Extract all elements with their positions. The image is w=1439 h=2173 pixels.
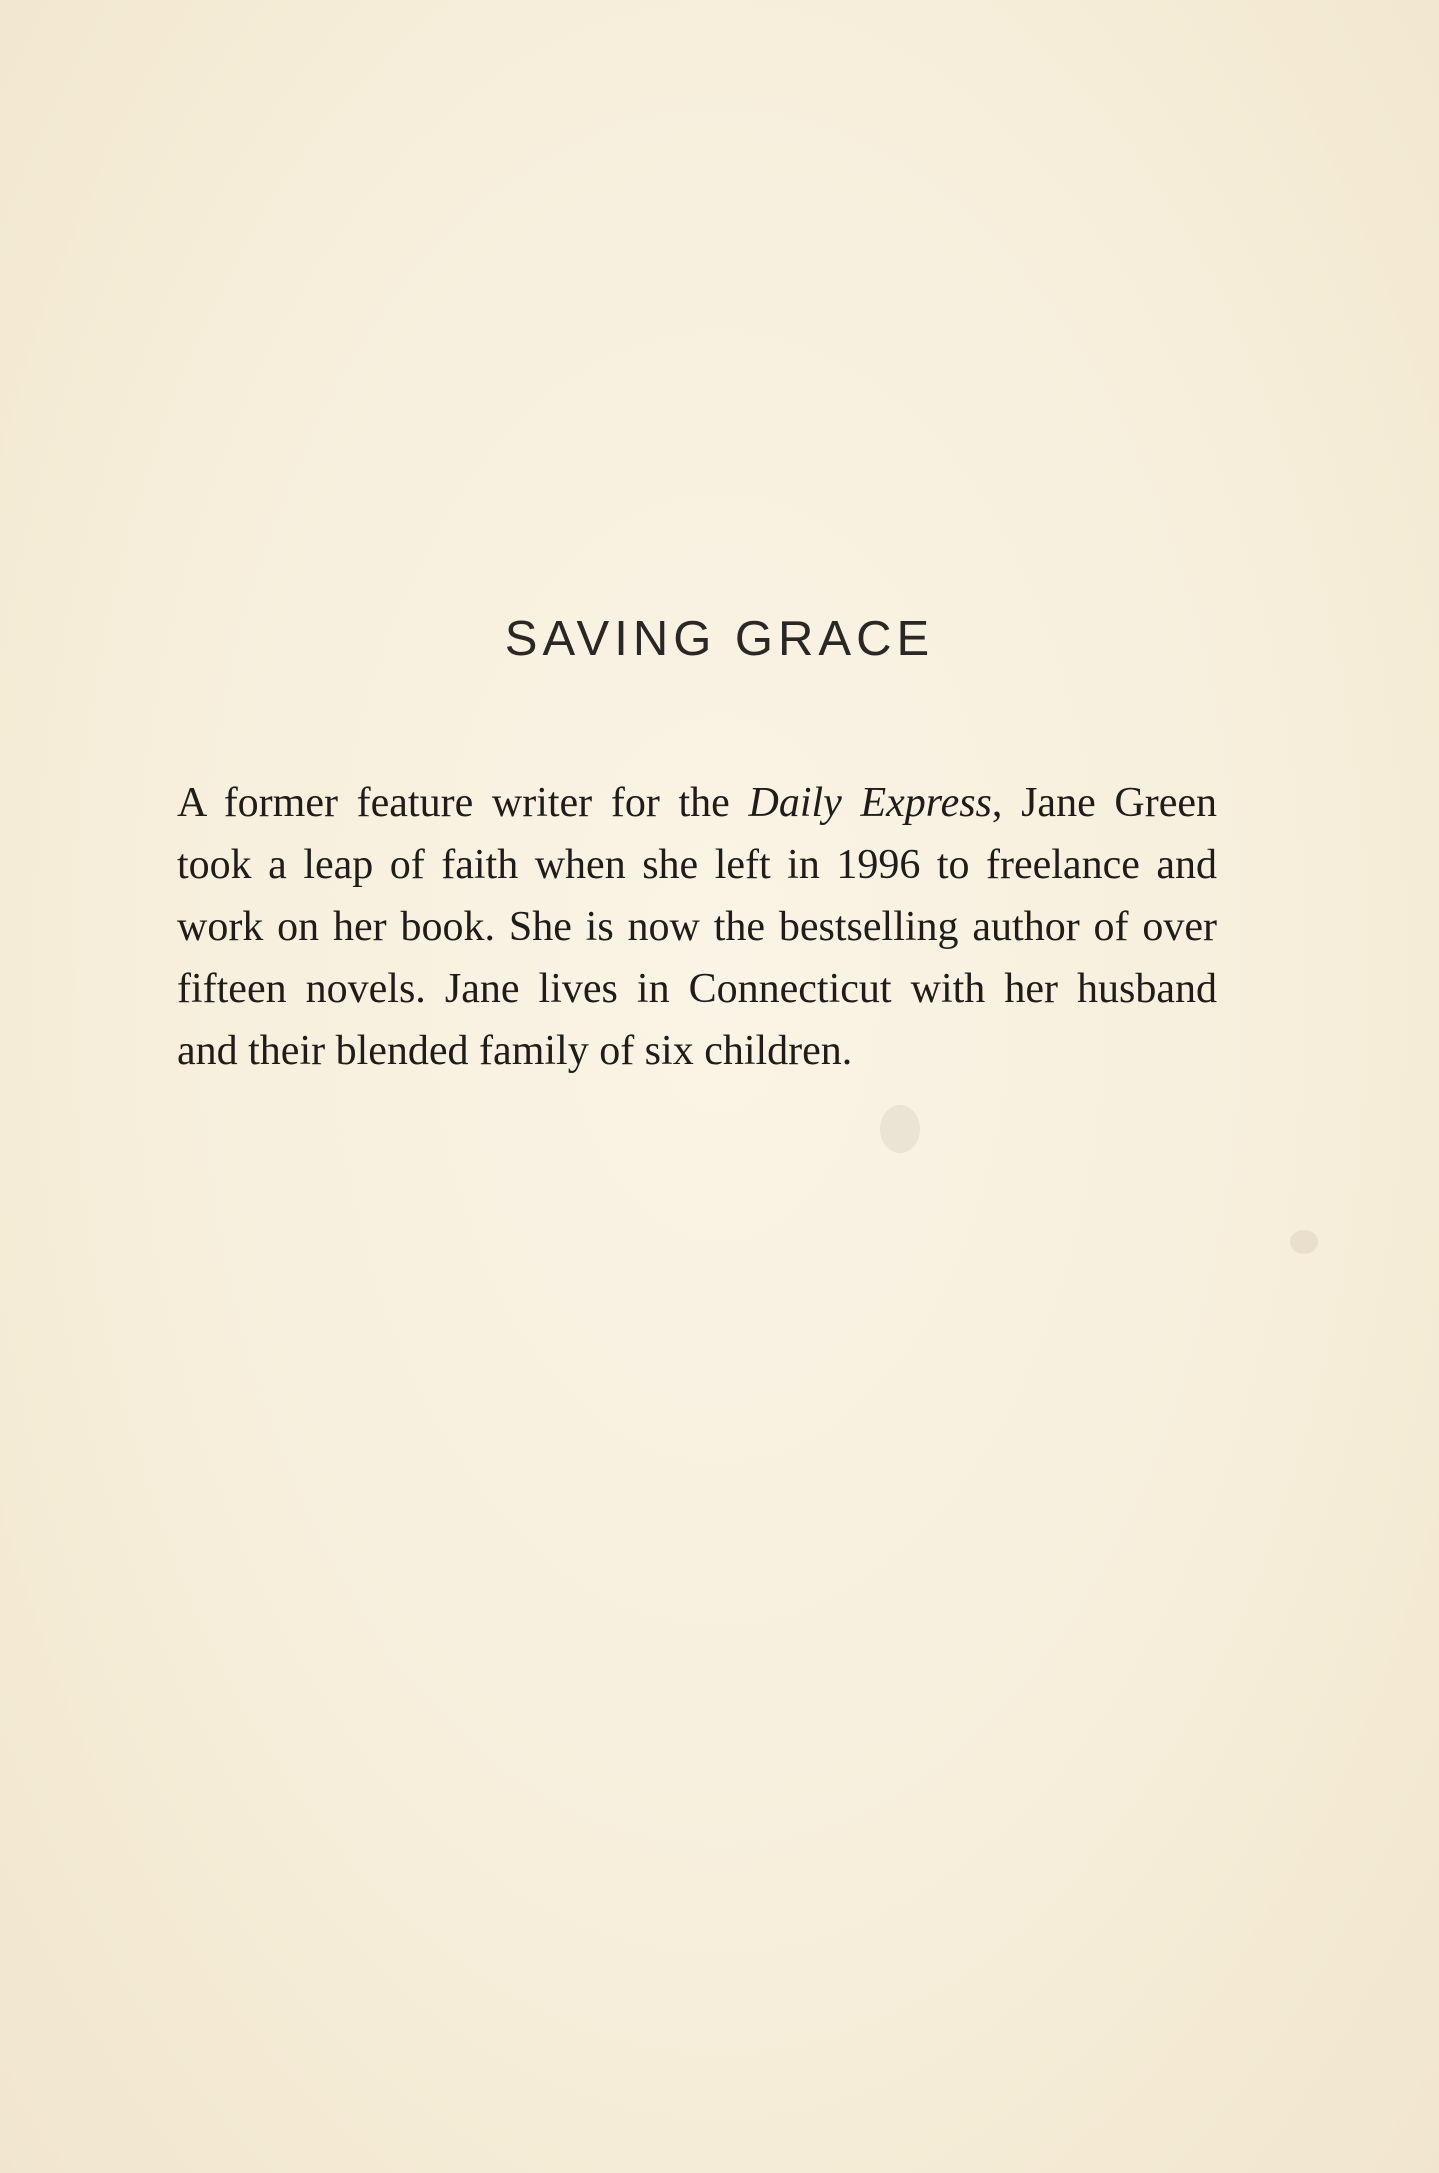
- show-through-text: [0, 1240, 1439, 1287]
- author-bio: [177, 772, 1217, 1082]
- publication-name: Daily Express: [748, 780, 992, 826]
- paper-stain: [880, 1105, 920, 1153]
- book-title: SAVING GRACE: [504, 611, 935, 666]
- bio-text-rest: , Jane Green took a leap of faith when she left in 1996 to freelance and work on her book. She is now the bestselling author of over fifteen novels. Jane lives in Connecticut with her husband and their blended family of six children.: [177, 780, 1217, 1074]
- bio-text-start: A former feature writer for the: [177, 780, 749, 826]
